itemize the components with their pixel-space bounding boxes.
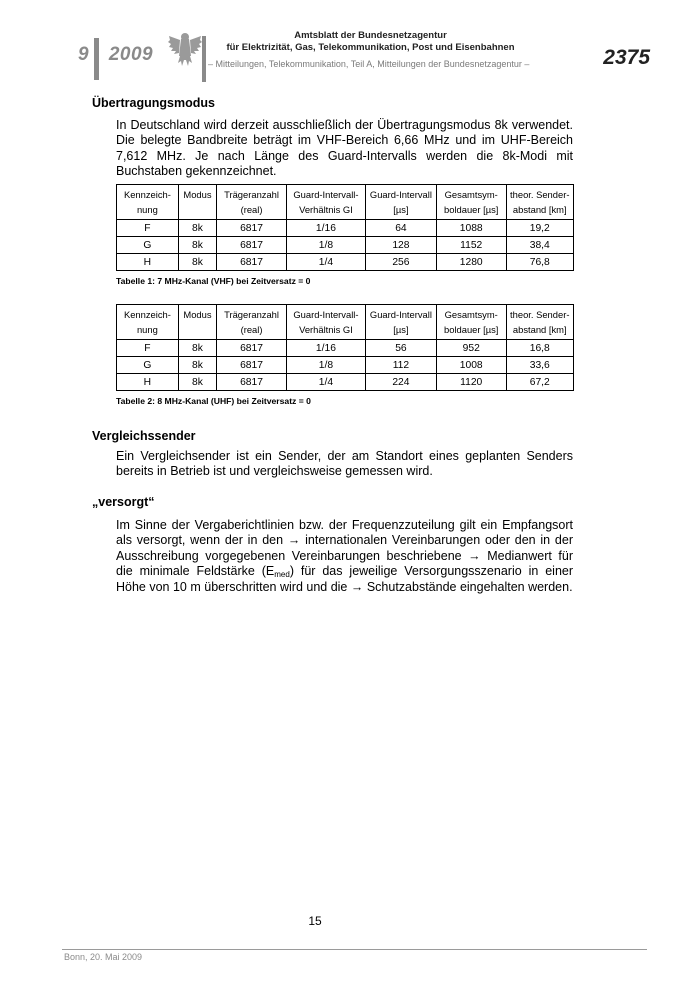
table-cell: H [117,374,179,391]
table-cell: 128 [365,237,436,254]
column-header: Gesamtsym- boldauer [µs] [436,185,506,220]
table-cell: G [117,237,179,254]
arrow-icon: → [468,548,481,563]
paragraph-transmission: In Deutschland wird derzeit ausschließlich der Übertragungsmodus 8k verwendet. Die belegte Bandbreite beträgt im VHF-Bereich 6,66 MHz und im UHF-Bereich 7,612 MHz. Je nach Länge des Guard-Intervalls werden die 8k-Modi mit Buchstaben gekennzeichnet. [116,118,573,179]
table-row [117,340,574,357]
table-cell: F [117,220,179,237]
footer-page-number: 15 [308,914,322,928]
subscript-med: med [274,570,290,580]
table-cell: 67,2 [506,374,574,391]
column-header: Trägeranzahl (real) [217,185,287,220]
table-uhf [116,304,574,391]
table-cell: G [117,357,179,374]
table-cell: 256 [365,254,436,271]
table-vhf [116,184,574,271]
column-header: Kennzeich- nung [117,305,179,340]
column-header: Modus [178,185,216,220]
section-heading-comparison: Vergleichssender [92,429,196,443]
table-header-row [117,185,574,220]
table-cell: 56 [365,340,436,357]
table-cell: 112 [365,357,436,374]
table-cell: H [117,254,179,271]
column-header: theor. Sender- abstand [km] [506,305,574,340]
table-cell: 1/16 [286,220,365,237]
header-title-line1: Amtsblatt der Bundesnetzagentur [294,30,447,41]
table-cell: 6817 [217,357,287,374]
table-cell: F [117,340,179,357]
table-cell: 8k [178,357,216,374]
header-page-number: 2375 [603,46,650,69]
table-row [117,357,574,374]
arrow-icon: → [287,533,301,548]
paragraph-supplied: Im Sinne der Vergaberichtlinien bzw. der Frequenzzuteilung gilt ein Empfangsort als versorgt, wenn der in den → internationalen Vereinbarungen oder den in der Ausschreibung vorgegebenen Vereinbarungen beschriebene → Medianwert für die minimale Feldstärke $(E_{med})$ für das jeweilige Versorgungsszenario in einer Höhe von 10 m überschritten wird und die → Schutzabstände eingehalten werden. [116,518,574,594]
table-header-row [117,305,574,340]
table-caption-uhf: Tabelle 2: 8 MHz-Kanal (UHF) bei Zeitversatz = 0 [116,396,311,406]
column-header: Trägeranzahl (real) [217,305,287,340]
table-cell: 6817 [217,374,287,391]
table-cell: 1/4 [286,254,365,271]
header-divider [94,38,99,80]
issue-year: 2009 [108,44,154,65]
federal-eagle-icon [168,30,202,70]
table-row [117,374,574,391]
table-cell: 33,6 [506,357,574,374]
issue-label [78,44,153,66]
table-cell: 1/8 [286,237,365,254]
table-cell: 1120 [436,374,506,391]
table-cell: 1280 [436,254,506,271]
table-cell: 6817 [217,254,287,271]
column-header: Modus [178,305,216,340]
table-cell: 76,8 [506,254,574,271]
paragraph-comparison: Ein Vergleichsender ist ein Sender, der am Standort eines geplanten Senders bereits in Betrieb ist und vergleichsweise gemessen wird. [116,449,573,479]
table-row [117,220,574,237]
table-cell: 952 [436,340,506,357]
column-header: Guard-Intervall [µs] [365,185,436,220]
table-cell: 6817 [217,220,287,237]
header-divider [202,36,206,82]
table-cell: 8k [178,254,216,271]
column-header: Guard-Intervall- Verhältnis GI [286,305,365,340]
table-cell: 8k [178,237,216,254]
table-cell: 224 [365,374,436,391]
column-header: Guard-Intervall [µs] [365,305,436,340]
table-caption-vhf: Tabelle 1: 7 MHz-Kanal (VHF) bei Zeitversatz = 0 [116,276,311,286]
arrow-icon: → [350,579,364,594]
table-cell: 1/8 [286,357,365,374]
header-title [208,30,533,53]
column-header: Kennzeich- nung [117,185,179,220]
table-cell: 38,4 [506,237,574,254]
table-cell: 8k [178,374,216,391]
table-cell: 8k [178,340,216,357]
section-heading-transmission: Übertragungsmodus [92,96,215,110]
column-header: theor. Sender- abstand [km] [506,185,574,220]
column-header: Gesamtsym- boldauer [µs] [436,305,506,340]
table-row [117,254,574,271]
table-cell: 1008 [436,357,506,374]
table-cell: 6817 [217,237,287,254]
table-cell: 1088 [436,220,506,237]
issue-number: 9 [78,44,90,65]
table-cell: 6817 [217,340,287,357]
table-cell: 1/4 [286,374,365,391]
table-cell: 19,2 [506,220,574,237]
table-cell: 8k [178,220,216,237]
table-cell: 64 [365,220,436,237]
header-subtitle: – Mitteilungen, Telekommunikation, Teil A, Mitteilungen der Bundesnetzagentur – [208,59,530,69]
table-cell: 1/16 [286,340,365,357]
header-title-line2: für Elektrizität, Gas, Telekommunikation, Post und Eisenbahnen [226,41,515,53]
table-cell: 1152 [436,237,506,254]
table-cell: 16,8 [506,340,574,357]
footer-place-date: Bonn, 20. Mai 2009 [64,952,143,962]
column-header: Guard-Intervall- Verhältnis GI [286,185,365,220]
section-heading-supplied: „versorgt“ [92,495,155,509]
footer-divider [62,949,647,950]
table-row [117,237,574,254]
